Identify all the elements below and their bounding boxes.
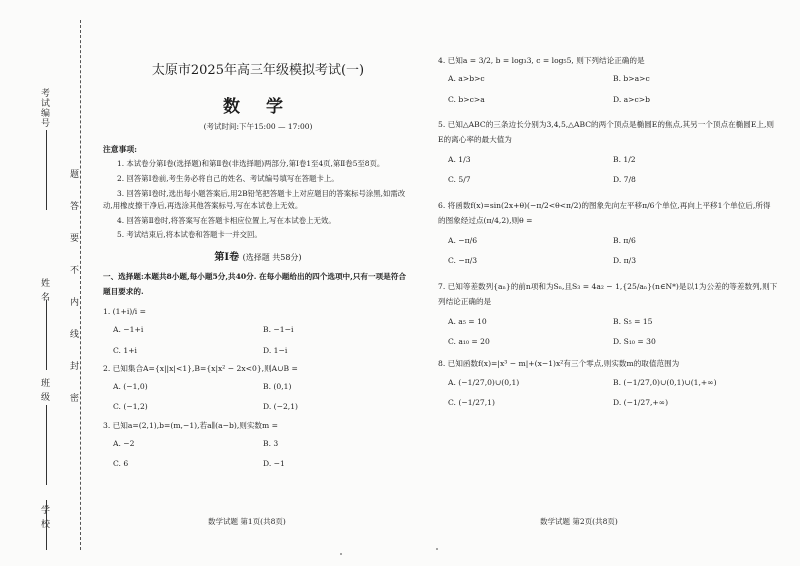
option-a: A. −2 <box>113 438 135 448</box>
option-b: B. S₅ = 15 <box>613 316 653 326</box>
option-c: C. 5/7 <box>448 175 471 185</box>
name-label: 姓 名 <box>39 278 49 302</box>
question-stem: 2. 已知集合A={x||x|<1},B={x|x² − 2x<0},则A∪B = <box>103 363 298 373</box>
option-a: A. −π/6 <box>448 236 478 245</box>
option-a: A. (−1/27,0)∪(0,1) <box>448 377 520 387</box>
question-1 <box>103 307 413 356</box>
question-3 <box>103 421 413 470</box>
option-d: D. −1 <box>263 459 285 469</box>
school-label: 学 校 <box>39 505 49 529</box>
options <box>448 378 778 409</box>
notice-list <box>103 158 413 241</box>
binding-margin <box>0 0 100 566</box>
options <box>448 317 778 348</box>
page-footer-left: 数学试题 第1页(共8页) <box>208 517 286 526</box>
option-c: C. 1+i <box>113 345 137 355</box>
option-b: B. (−1/27,0)∪(0,1)∪(1,+∞) <box>613 377 717 387</box>
option-b: B. b>a>c <box>613 74 650 84</box>
notice-heading: 注意事项: <box>103 144 138 154</box>
option-c: C. (−1/27,1) <box>448 397 495 407</box>
part-heading <box>103 251 413 265</box>
question-6 <box>438 198 778 267</box>
part-title: 第Ⅰ卷 <box>214 252 240 264</box>
question-stem: 7. 已知等差数列{aₙ}的前n项和为Sₙ,且S₃ = 4a₂ − 1,{25/aₙ}(n∈N*)是以1为公差的等差数列,则下列结论正确的是 <box>438 281 778 306</box>
option-a: A. 1/3 <box>448 155 471 165</box>
exam-number-label: 考试编号 <box>39 88 49 128</box>
notice-item: 2. 回答第Ⅰ卷前,考生务必将自己的姓名、考试编号填写在答题卡上。 <box>117 173 339 183</box>
option-a: A. (−1,0) <box>113 382 148 392</box>
option-c: C. a₁₀ = 20 <box>448 337 490 347</box>
question-stem: 3. 已知a=(2,1),b=(m,−1),若a∥(a−b),则实数m = <box>103 420 279 430</box>
option-c: C. b>c>a <box>448 94 485 104</box>
options <box>113 325 413 356</box>
seal-char: 封 <box>70 357 79 374</box>
option-d: D. 7/8 <box>613 175 636 185</box>
option-b: B. (0,1) <box>263 382 292 392</box>
right-column <box>438 56 778 408</box>
question-4 <box>438 56 778 105</box>
question-stem: 1. (1+i)/i = <box>103 307 146 317</box>
option-c: C. 6 <box>113 459 129 469</box>
option-a: A. a>b>c <box>448 74 485 84</box>
seal-char: 答 <box>70 197 79 214</box>
part-note: (选择题 共58分) <box>242 253 302 263</box>
option-a: A. a₅ = 10 <box>448 316 487 326</box>
question-stem: 4. 已知a = 3/2, b = log₃3, c = log₅5, 则下列结论正确的是 <box>438 56 645 65</box>
seal-char: 密 <box>70 389 79 406</box>
subject-title: 数 学 <box>223 96 293 117</box>
left-column <box>103 56 413 469</box>
class-label: 班 级 <box>39 378 49 402</box>
option-a: A. −1+i <box>113 325 144 335</box>
seal-dashed-line <box>80 20 81 550</box>
question-stem: 8. 已知函数f(x)=|x³ − m|+(x−1)x²有三个零点,则实数m的取值范围为 <box>438 359 680 369</box>
option-d: D. a>c>b <box>613 94 651 104</box>
exam-time: (考试时间:下午15:00 — 17:00) <box>203 122 313 132</box>
option-c: C. −π/3 <box>448 256 478 266</box>
option-d: D. π/3 <box>613 256 637 266</box>
question-8 <box>438 359 778 408</box>
question-stem: 5. 已知△ABC的三条边长分别为3,4,5,△ABC的两个顶点是椭圆E的焦点,其另一个顶点在椭圆E上,则E的离心率的最大值为 <box>438 119 775 144</box>
options <box>113 439 413 470</box>
option-d: D. (−2,1) <box>263 402 299 412</box>
scan-speck <box>436 548 438 550</box>
options <box>448 236 778 267</box>
notice-item: 4. 回答第Ⅱ卷时,将答案写在答题卡相应位置上,写在本试卷上无效。 <box>117 215 336 225</box>
option-c: C. (−1,2) <box>113 402 148 412</box>
scan-speck <box>340 553 342 555</box>
option-b: B. 1/2 <box>613 155 636 165</box>
seal-char: 不 <box>70 261 79 278</box>
question-2 <box>103 364 413 413</box>
option-b: B. π/6 <box>613 236 636 245</box>
name-line <box>46 300 47 370</box>
question-5 <box>438 117 778 186</box>
school-line <box>46 500 47 550</box>
seal-char: 要 <box>70 229 79 246</box>
exam-title: 太原市2025年高三年级模拟考试(一) <box>151 63 365 78</box>
notice-item: 5. 考试结束后,将本试卷和答题卡一并交回。 <box>117 230 262 240</box>
option-d: D. (−1/27,+∞) <box>613 397 669 407</box>
section-instructions: 一、选择题:本题共8小题,每小题5分,共40分. 在每小题给出的四个选项中,只有一项是符合题目要求的. <box>103 271 406 296</box>
seal-char: 线 <box>70 325 79 342</box>
option-d: D. S₁₀ = 30 <box>613 337 656 347</box>
question-stem: 6. 将函数f(x)=sin(2x+θ)(−π/2<θ<π/2)的图象先向左平移π/6个单位,再向上平移1个单位后,所得的图象经过点(π/4,2),则θ = <box>438 200 771 225</box>
seal-char: 题 <box>70 165 79 182</box>
option-b: B. 3 <box>263 438 279 448</box>
page-footer-right: 数学试题 第2页(共8页) <box>540 517 618 526</box>
options <box>448 155 778 186</box>
notice-item: 1. 本试卷分第Ⅰ卷(选择题)和第Ⅱ卷(非选择题)两部分,第Ⅰ卷1至4页,第Ⅱ卷5至8页。 <box>117 159 385 169</box>
question-7 <box>438 279 778 348</box>
option-d: D. 1−i <box>263 345 288 355</box>
notice-item: 3. 回答第Ⅰ卷时,选出每小题答案后,用2B铅笔把答题卡上对应题目的答案标号涂黑,如需改动,用橡皮擦干净后,再选涂其他答案标号,写在本试卷上无效。 <box>103 188 406 210</box>
class-line <box>46 405 47 485</box>
exam-number-line <box>46 130 47 210</box>
options <box>113 382 413 413</box>
seal-char: 内 <box>70 293 79 310</box>
option-b: B. −1−i <box>263 325 294 335</box>
options <box>448 74 778 105</box>
